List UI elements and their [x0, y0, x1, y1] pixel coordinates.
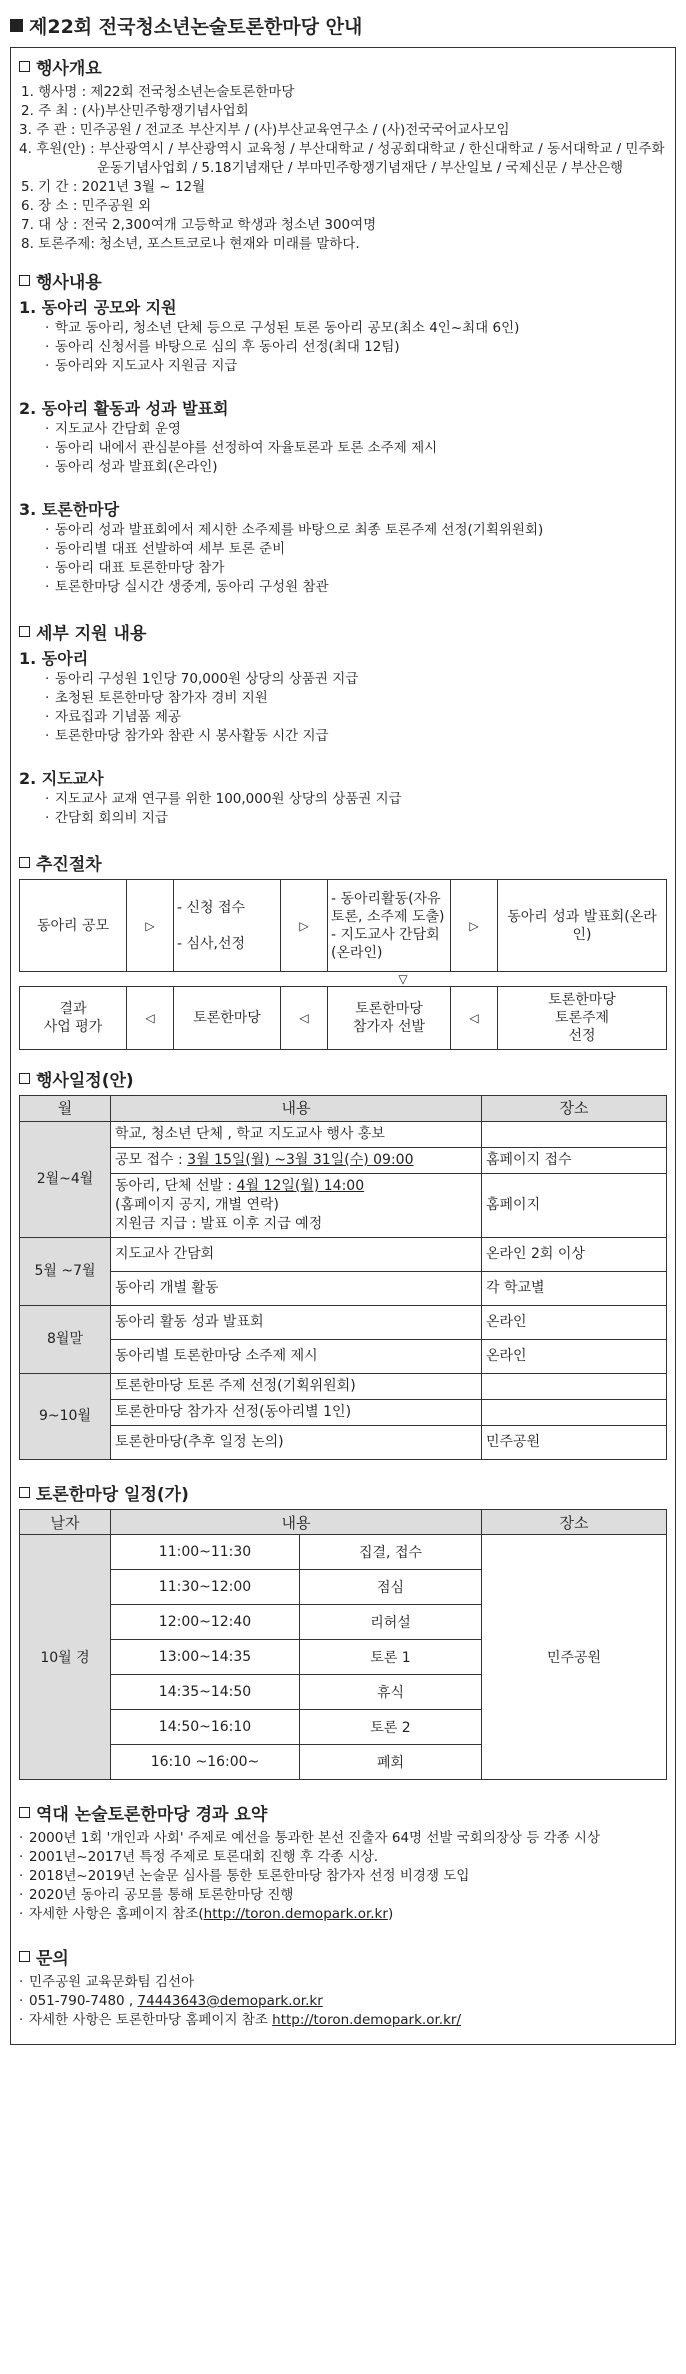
contact-heading: 문의 — [19, 1944, 667, 1969]
content-cell: 공모 접수 : 3월 15일(월) ~3월 31일(수) 09:00 — [111, 1148, 482, 1174]
table-row — [20, 1148, 667, 1174]
time-cell: 12:00~12:40 — [111, 1605, 300, 1640]
list-item: · 동아리 성과 발표회(온라인) — [19, 458, 667, 477]
document-frame — [10, 47, 676, 2045]
month-cell: 9~10월 — [20, 1374, 111, 1460]
content-group-title: 3. 토론한마당 — [19, 500, 120, 519]
list-item: · 자료집과 기념품 제공 — [19, 708, 667, 727]
time-cell: 16:10 ~16:00~ — [111, 1745, 300, 1780]
item-cell: 집결, 접수 — [300, 1535, 482, 1570]
place-cell: 온라인 2회 이상 — [482, 1238, 667, 1272]
list-item: · 동아리 내에서 관심분야를 선정하여 자율토론과 토론 소주제 제시 — [19, 439, 667, 458]
procedure-section — [19, 850, 667, 1050]
content-cell: 동아리 개별 활동 — [111, 1272, 482, 1306]
place-cell — [482, 1374, 667, 1400]
list-item: · 동아리 신청서를 바탕으로 심의 후 동아리 선정(최대 12팀) — [19, 338, 667, 357]
checkbox-square-icon — [19, 857, 30, 868]
support-group-title: 1. 동아리 — [19, 649, 89, 668]
history-heading: 역대 논술토론한마당 경과 요약 — [19, 1800, 667, 1825]
debate-schedule-table — [19, 1509, 667, 1780]
table-row — [20, 1272, 667, 1306]
checkbox-square-icon — [19, 1487, 30, 1498]
checkbox-square-icon — [19, 1073, 30, 1084]
table-row — [20, 1535, 667, 1570]
debate-schedule-section — [19, 1480, 667, 1780]
item-cell: 휴식 — [300, 1675, 482, 1710]
procedure-heading: 추진절차 — [19, 850, 667, 875]
content-cell: 동아리별 토론한마당 소주제 제시 — [111, 1340, 482, 1374]
overview-item: 2. 주 최 : (사)부산민주항쟁기념사업회 — [21, 103, 249, 119]
table-row — [20, 1374, 667, 1400]
table-row — [20, 1426, 667, 1460]
list-item: · 2018년~2019년 논술문 심사를 통한 토론한마당 참가자 선정 비경쟁 도입 — [19, 1867, 667, 1886]
arrow-left-icon: ◁ — [127, 987, 174, 1050]
item-cell: 점심 — [300, 1570, 482, 1605]
list-item: · 자세한 사항은 홈페이지 참조(http://toron.demopark.or.kr) — [19, 1905, 667, 1924]
overview-item: 8. 토론주제: 청소년, 포스트코로나 현재와 미래를 말하다. — [21, 236, 360, 252]
overview-item: 4. 후원(안) : 부산광역시 / 부산광역시 교육청 / 부산대학교 / 성공회대학교 / 한신대학교 / 동서대학교 / 민주화운동기념사업회 / 5.18기념재단 / 부마민주항쟁기념재단 / 부산일보 / 국제신문 / 부산은행 — [19, 141, 665, 176]
flow-step: - 신청 접수 - 심사,선정 — [174, 880, 281, 972]
table-row — [20, 1340, 667, 1374]
column-header: 장소 — [482, 1510, 667, 1535]
list-item: · 동아리 구성원 1인당 70,000원 상당의 상품권 지급 — [19, 670, 667, 689]
flow-step: 토론한마당 토론주제 선정 — [498, 987, 667, 1050]
schedule-heading: 행사일정(안) — [19, 1066, 667, 1091]
table-row — [20, 1174, 667, 1238]
support-heading: 세부 지원 내용 — [19, 619, 667, 644]
checkbox-square-icon — [19, 275, 30, 286]
debate-schedule-heading: 토론한마당 일정(가) — [19, 1480, 667, 1505]
list-item: · 간담회 회의비 지급 — [19, 809, 667, 828]
checkbox-square-icon — [19, 1951, 30, 1962]
list-item: · 동아리 성과 발표회에서 제시한 소주제를 바탕으로 최종 토론주제 선정(기획위원회) — [19, 521, 667, 540]
checkbox-square-icon — [19, 626, 30, 637]
history-section — [19, 1800, 667, 1924]
flow-step: 동아리 성과 발표회(온라인) — [498, 880, 667, 972]
content-group-title: 2. 동아리 활동과 성과 발표회 — [19, 399, 229, 418]
column-header: 월 — [20, 1096, 111, 1122]
procedure-flow-row2 — [19, 986, 667, 1050]
table-row — [20, 1122, 667, 1148]
place-cell: 민주공원 — [482, 1535, 667, 1780]
flow-step: 결과 사업 평가 — [20, 987, 127, 1050]
overview-item: 1. 행사명 : 제22회 전국청소년논술토론한마당 — [21, 84, 295, 100]
content-cell: 토론한마당 토론 주제 선정(기획위원회) — [111, 1374, 482, 1400]
support-section — [19, 619, 667, 828]
list-item: · 토론한마당 실시간 생중계, 동아리 구성원 참관 — [19, 578, 667, 597]
content-cell: 토론한마당 참가자 선정(동아리별 1인) — [111, 1400, 482, 1426]
homepage-link[interactable]: http://toron.demopark.or.kr — [203, 1906, 388, 1922]
list-item: · 자세한 사항은 토론한마당 홈페이지 참조 http://toron.demopark.or.kr/ — [19, 2011, 667, 2030]
list-item: · 지도교사 교재 연구를 위한 100,000원 상당의 상품권 지급 — [19, 790, 667, 809]
arrow-right-icon: ▷ — [281, 880, 328, 972]
list-item: · 민주공원 교육문화팀 김선아 — [19, 1973, 667, 1992]
list-item: · 051-790-7480 , 74443643@demopark.or.kr — [19, 1992, 667, 2011]
column-header: 내용 — [111, 1510, 482, 1535]
place-cell: 민주공원 — [482, 1426, 667, 1460]
item-cell: 리허설 — [300, 1605, 482, 1640]
support-group-title: 2. 지도교사 — [19, 769, 104, 788]
flow-step: 토론한마당 참가자 선발 — [328, 987, 451, 1050]
overview-item: 6. 장 소 : 민주공원 외 — [21, 198, 152, 214]
table-row — [20, 1400, 667, 1426]
item-cell: 토론 2 — [300, 1710, 482, 1745]
place-cell — [482, 1400, 667, 1426]
checkbox-square-icon — [19, 1807, 30, 1818]
schedule-table — [19, 1095, 667, 1460]
place-cell: 각 학교별 — [482, 1272, 667, 1306]
document-page — [10, 0, 676, 2065]
arrow-right-icon: ▷ — [127, 880, 174, 972]
month-cell: 5월 ~7월 — [20, 1238, 111, 1306]
flow-step: - 동아리활동(자유 토론, 소주제 도출) - 지도교사 간담회(온라인) — [328, 880, 451, 972]
content-cell: 동아리, 단체 선발 : 4월 12일(월) 14:00 (홈페이지 공지, 개별 연락) 지원금 지급 : 발표 이후 지급 예정 — [111, 1174, 482, 1238]
time-cell: 11:30~12:00 — [111, 1570, 300, 1605]
content-cell: 동아리 활동 성과 발표회 — [111, 1306, 482, 1340]
time-cell: 14:35~14:50 — [111, 1675, 300, 1710]
item-cell: 폐회 — [300, 1745, 482, 1780]
contact-section — [19, 1944, 667, 2030]
arrow-left-icon: ◁ — [451, 987, 498, 1050]
list-item: · 동아리별 대표 선발하여 세부 토론 준비 — [19, 540, 667, 559]
content-section — [19, 268, 667, 597]
time-cell: 11:00~11:30 — [111, 1535, 300, 1570]
list-item: · 초청된 토론한마당 참가자 경비 지원 — [19, 689, 667, 708]
page-title — [10, 8, 676, 47]
place-cell: 온라인 — [482, 1340, 667, 1374]
arrow-down-icon: ▽ — [398, 972, 408, 986]
place-cell — [482, 1122, 667, 1148]
arrow-right-icon: ▷ — [451, 880, 498, 972]
schedule-section — [19, 1066, 667, 1460]
place-cell: 홈페이지 접수 — [482, 1148, 667, 1174]
email-link[interactable]: 74443643@demopark.or.kr — [137, 1993, 323, 2009]
arrow-left-icon: ◁ — [281, 987, 328, 1050]
content-heading: 행사내용 — [19, 268, 667, 293]
overview-item: 7. 대 상 : 전국 2,300여개 고등학교 학생과 청소년 300여명 — [21, 217, 377, 233]
place-cell: 온라인 — [482, 1306, 667, 1340]
table-row — [20, 1238, 667, 1272]
content-cell: 학교, 청소년 단체 , 학교 지도교사 행사 홍보 — [111, 1122, 482, 1148]
overview-item: 3. 주 관 : 민주공원 / 전교조 부산지부 / (사)부산교육연구소 / (사)전국국어교사모임 — [19, 122, 510, 138]
place-cell: 홈페이지 — [482, 1174, 667, 1238]
overview-item: 5. 기 간 : 2021년 3월 ~ 12월 — [21, 179, 206, 195]
flow-step: 동아리 공모 — [20, 880, 127, 972]
list-item: · 토론한마당 참가와 참관 시 봉사활동 시간 지급 — [19, 727, 667, 746]
overview-section — [19, 54, 667, 254]
list-item: · 2000년 1회 '개인과 사회' 주제로 예선을 통과한 본선 진출자 64명 선발 국회의장상 등 각종 시상 — [19, 1829, 667, 1848]
page-title-text: 제22회 전국청소년논술토론한마당 안내 — [29, 16, 363, 38]
column-header: 장소 — [482, 1096, 667, 1122]
checkbox-square-icon — [19, 61, 30, 72]
content-group-title: 1. 동아리 공모와 지원 — [19, 298, 177, 317]
month-cell: 2월~4월 — [20, 1122, 111, 1238]
content-cell: 지도교사 간담회 — [111, 1238, 482, 1272]
month-cell: 8월말 — [20, 1306, 111, 1374]
overview-heading: 행사개요 — [19, 54, 667, 79]
table-row — [20, 1306, 667, 1340]
time-cell: 13:00~14:35 — [111, 1640, 300, 1675]
list-item: · 지도교사 간담회 운영 — [19, 420, 667, 439]
list-item: · 동아리 대표 토론한마당 참가 — [19, 559, 667, 578]
list-item: · 2020년 동아리 공모를 통해 토론한마당 진행 — [19, 1886, 667, 1905]
item-cell: 토론 1 — [300, 1640, 482, 1675]
list-item: · 동아리와 지도교사 지원금 지급 — [19, 357, 667, 376]
time-cell: 14:50~16:10 — [111, 1710, 300, 1745]
content-cell: 토론한마당(추후 일정 논의) — [111, 1426, 482, 1460]
homepage-link[interactable]: http://toron.demopark.or.kr/ — [272, 2012, 461, 2028]
list-item: · 2001년~2017년 특정 주제로 토론대회 진행 후 각종 시상. — [19, 1848, 667, 1867]
flow-step: 토론한마당 — [174, 987, 281, 1050]
procedure-flow-row1 — [19, 879, 667, 972]
column-header: 날자 — [20, 1510, 111, 1535]
date-cell: 10월 경 — [20, 1535, 111, 1780]
black-square-icon — [10, 19, 23, 32]
list-item: · 학교 동아리, 청소년 단체 등으로 구성된 토론 동아리 공모(최소 4인~최대 6인) — [19, 319, 667, 338]
column-header: 내용 — [111, 1096, 482, 1122]
